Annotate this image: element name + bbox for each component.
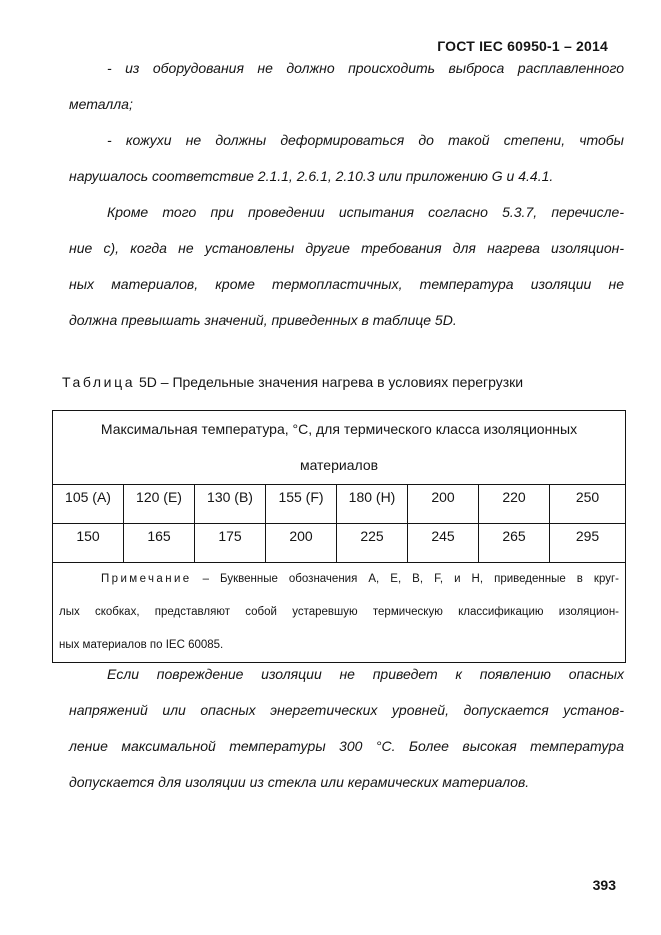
paragraph-4 xyxy=(69,656,624,800)
paragraph-line: допускается для изоляции из стекла или керамических материалов. xyxy=(69,774,530,790)
paragraph-2 xyxy=(69,122,624,194)
paragraph-line: металла; xyxy=(69,96,133,112)
temp-cell: 225 xyxy=(337,524,408,563)
class-cell: 105 (A) xyxy=(53,485,124,524)
paragraph-line: ние с), когда не установлены другие требования для нагрева изоляцион- xyxy=(69,240,624,256)
paragraph-line: - кожухи не должны деформироваться до такой степени, чтобы xyxy=(107,132,624,148)
note-text: – Буквенные обозначения А, Е, В, F, и Н, приведенные в круг- xyxy=(191,573,619,585)
class-cell: 155 (F) xyxy=(266,485,337,524)
temp-cell: 245 xyxy=(408,524,479,563)
note-line xyxy=(59,563,619,596)
paragraph-line: напряжений или опасных энергетических уровней, допускается установ- xyxy=(69,702,624,718)
table-caption-text: 5D – Предельные значения нагрева в условиях перегрузки xyxy=(135,374,524,390)
temp-cell: 175 xyxy=(195,524,266,563)
class-cell: 180 (H) xyxy=(337,485,408,524)
paragraph-3 xyxy=(69,194,624,338)
table-note xyxy=(53,563,625,662)
table-caption-word: Таблица xyxy=(62,374,136,390)
table-note-cell xyxy=(53,563,626,663)
temp-cell: 165 xyxy=(124,524,195,563)
table-row-temperatures xyxy=(53,524,626,563)
paragraph-1 xyxy=(69,50,624,122)
paragraph-line: ление максимальной температуры 300 °С. Более высокая температура xyxy=(69,738,624,754)
table-header-row xyxy=(53,411,626,485)
table-caption xyxy=(62,374,523,390)
paragraph-line: - из оборудования не должно происходить выброса расплавленного xyxy=(107,60,624,76)
table-note-row xyxy=(53,563,626,663)
paragraph-line: Кроме того при проведении испытания согласно 5.3.7, перечисле- xyxy=(107,204,624,220)
class-cell: 250 xyxy=(550,485,626,524)
paragraph-line: должна превышать значений, приведенных в таблице 5D. xyxy=(69,312,457,328)
note-line: ных материалов по IEC 60085. xyxy=(59,639,224,651)
paragraph-line: Если повреждение изоляции не приведет к появлению опасных xyxy=(107,666,624,682)
table-row-classes xyxy=(53,485,626,524)
page-number: 393 xyxy=(592,877,616,893)
temp-cell: 200 xyxy=(266,524,337,563)
class-cell: 220 xyxy=(479,485,550,524)
temp-cell: 265 xyxy=(479,524,550,563)
class-cell: 120 (E) xyxy=(124,485,195,524)
paragraph-line: нарушалось соответствие 2.1.1, 2.6.1, 2.10.3 или приложению G и 4.4.1. xyxy=(69,168,554,184)
temperature-limits-table xyxy=(52,410,626,663)
document-header: ГОСТ IEC 60950-1 – 2014 xyxy=(437,38,608,54)
table-header-cell xyxy=(53,411,626,485)
note-line: лых скобках, представляют собой устаревшую термическую классификацию изоляцион- xyxy=(59,606,619,618)
table-header-line: материалов xyxy=(299,457,379,473)
table-header-line: Максимальная температура, °С, для термического класса изоляционных xyxy=(100,421,578,437)
class-cell: 200 xyxy=(408,485,479,524)
temp-cell: 295 xyxy=(550,524,626,563)
paragraph-line: ных материалов, кроме термопластичных, температура изоляции не xyxy=(69,276,624,292)
note-word: Примечание xyxy=(101,573,192,585)
class-cell: 130 (B) xyxy=(195,485,266,524)
temp-cell: 150 xyxy=(53,524,124,563)
